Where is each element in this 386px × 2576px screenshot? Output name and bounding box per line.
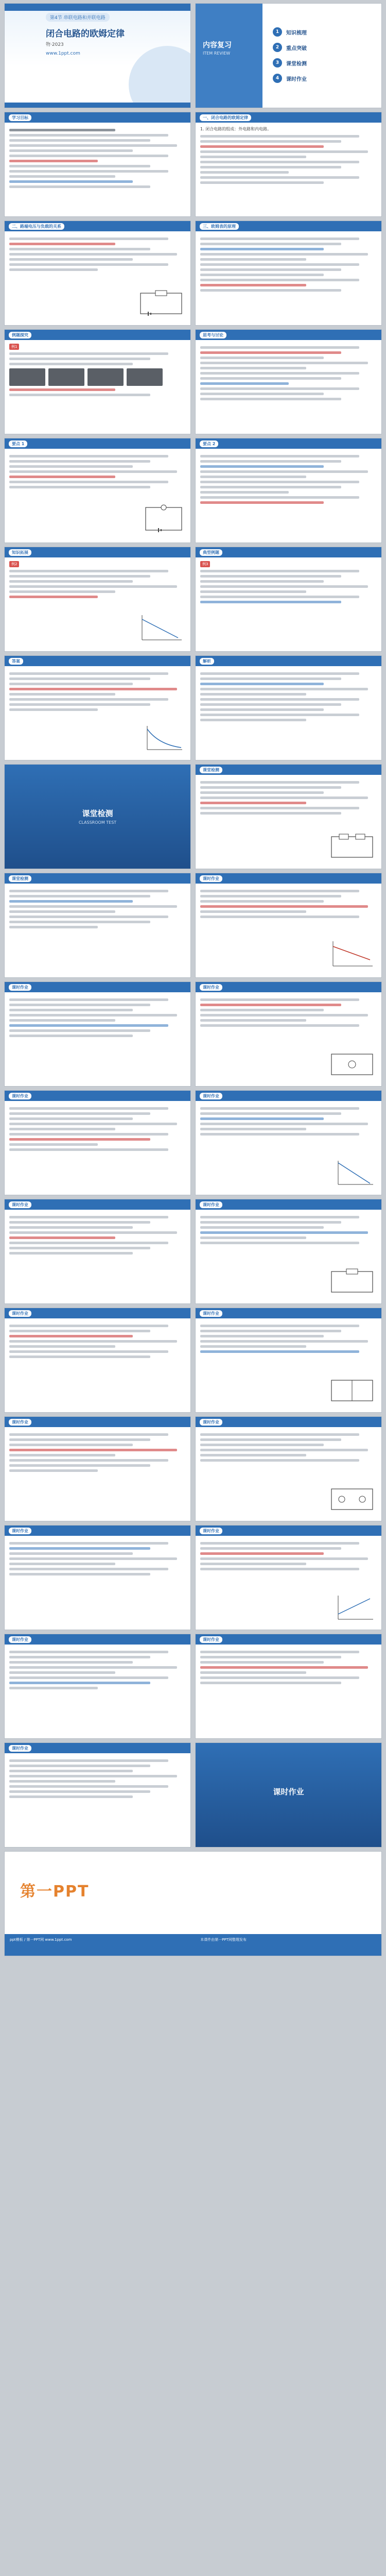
slide-practice-5[interactable] [195,1090,382,1195]
slide-header-tag: 典型例题 [200,549,222,556]
toc-side-sub: ITEM REVIEW [203,51,231,56]
slide-typical-example[interactable] [195,547,382,652]
slide-practice-10[interactable] [4,1416,191,1521]
slide-practice-14[interactable] [4,1634,191,1739]
circuit-diagram-icon [329,833,375,861]
slide-header-tag: 课时作业 [9,984,31,991]
cover-title: 闭合电路的欧姆定律 [46,29,125,39]
cover-url[interactable]: www.1ppt.com [46,51,80,56]
brand-logo [20,1878,89,1901]
slide-text: 1. 闭合电路的组成：外电路和内电路。 [200,127,272,131]
section-subtitle: CLASSROOM TEST [78,820,117,825]
slide-header-tag: 课时作业 [200,1419,222,1426]
slide-header-tag: 课时作业 [200,1310,222,1317]
toc-item[interactable] [273,58,307,67]
slide-test-2[interactable] [4,873,191,978]
slide-header-tag: 课时作业 [9,1310,31,1317]
slide-header-tag: 课时作业 [200,1636,222,1643]
slide-header [196,438,381,449]
toc-list [273,27,307,89]
slide-header-tag: 思考与讨论 [200,332,226,338]
slide-header [5,982,190,992]
toc-item-label: 知识梳理 [286,30,307,36]
section-title: 课时作业 [273,1787,304,1797]
slide-header [5,1526,190,1536]
toc-item[interactable] [273,74,307,83]
photo-image [87,368,124,386]
slide-header [196,1091,381,1101]
slide-practice-16[interactable] [4,1742,191,1848]
toc-item-number: 2 [273,43,282,52]
slide-header-tag: 课时作业 [9,1093,31,1099]
slide-header-tag: 课时作业 [200,1093,222,1099]
toc-item-number: 3 [273,58,282,67]
toc-side-title: 内容复习 [203,41,232,49]
slide-example-1[interactable] [4,329,191,434]
photo-image [48,368,84,386]
slide-header [5,547,190,557]
slide-header [5,1308,190,1318]
cover-topbar [5,4,190,11]
slide-terminal-voltage[interactable] [4,221,191,326]
slide-header [196,656,381,666]
slide-header-tag: 课堂检测 [9,875,31,882]
slide-objectives[interactable] [4,112,191,217]
slide-cover[interactable] [4,3,191,108]
toc-item[interactable] [273,27,307,37]
slide-key-point-2[interactable] [195,438,382,543]
slide-practice-11[interactable] [195,1416,382,1521]
slide-practice-4[interactable] [4,1090,191,1195]
example-badge: 例3 [200,561,210,567]
footer-left-text: ppt模板 / 第一PPT网 www.1ppt.com [10,1938,72,1942]
slide-practice-8[interactable] [4,1308,191,1413]
slide-header [5,1091,190,1101]
slide-practice-1[interactable] [195,873,382,978]
slide-header [196,982,381,992]
graph-icon [143,724,184,753]
slide-practice-15[interactable] [195,1634,382,1739]
cover-author: 物·2023 [46,42,64,47]
slide-header [5,1743,190,1753]
slide-header-tag: 解析 [200,658,214,665]
slide-header-tag: 一、闭合电路的欧姆定律 [200,114,251,121]
photo-image [127,368,163,386]
toc-sidebar [196,4,262,108]
slide-header [196,112,381,123]
slide-practice-9[interactable] [195,1308,382,1413]
slide-header-tag: 三、欧姆表的原理 [200,223,239,230]
slide-header-tag: 课时作业 [9,1201,31,1208]
slide-extension[interactable] [4,547,191,652]
circuit-diagram-icon [143,504,184,535]
slide-practice-6[interactable] [4,1199,191,1304]
slide-header [5,656,190,666]
cover-tagline: 第4节 串联电路和并联电路 [46,13,110,22]
cover-decoration [129,46,191,108]
slide-practice-7[interactable] [195,1199,382,1304]
slide-header-tag: 知识拓展 [9,549,31,556]
toc-item-number: 4 [273,74,282,83]
toc-item-label: 课堂检测 [286,61,307,67]
slide-header [196,1634,381,1645]
slide-header-tag: 答案 [9,658,23,665]
graph-icon [329,939,375,970]
end-footer [5,1934,381,1956]
slide-header [5,112,190,123]
graph-icon [334,1159,375,1188]
slide-header-tag: 课时作业 [9,1419,31,1426]
slide-end-logo[interactable] [4,1851,382,1956]
slide-header [196,330,381,340]
photo-row [9,368,186,386]
slide-header [5,873,190,884]
slide-discussion[interactable] [195,329,382,434]
section-title: 课堂检测 [82,809,113,818]
slide-header-tag: 课时作业 [200,875,222,882]
slide-answer[interactable] [4,655,191,760]
slide-header [5,1417,190,1427]
slide-header [5,1634,190,1645]
slide-header [196,221,381,231]
slide-header [196,873,381,884]
logo-text-right: PPT [53,1883,90,1901]
slide-test-1[interactable] [195,764,382,869]
slide-header-tag: 课时作业 [200,1201,222,1208]
slide-header-tag: 课堂检测 [200,767,222,773]
circuit-diagram-icon [329,1485,375,1514]
slide-header-tag: 要点 2 [200,440,218,447]
slide-header [5,330,190,340]
slide-section-classroom-test[interactable] [4,764,191,869]
slide-header-tag: 课时作业 [9,1745,31,1752]
slide-header-tag: 学习目标 [9,114,31,121]
slide-header-tag: 课时作业 [9,1528,31,1534]
slide-header [196,1526,381,1536]
example-badge: 例1 [9,344,19,350]
toc-item-label: 课时作业 [286,76,307,82]
slide-header [196,1199,381,1210]
slide-header [196,765,381,775]
slide-practice-12[interactable] [4,1525,191,1630]
slide-practice-2[interactable] [4,981,191,1087]
slide-header [196,1308,381,1318]
slide-header [196,1417,381,1427]
slide-header-tag: 课时作业 [200,984,222,991]
toc-item[interactable] [273,43,307,52]
slide-header [196,547,381,557]
toc-item-label: 重点突破 [286,45,307,52]
slide-toc[interactable] [195,3,382,108]
slide-header-tag: 二、路端电压与负载的关系 [9,223,64,230]
slide-header [5,221,190,231]
slide-header [5,1199,190,1210]
slide-section-practice[interactable] [195,1742,382,1848]
slide-ohmmeter[interactable] [195,221,382,326]
circuit-diagram-icon [138,289,184,318]
slide-header-tag: 要点 1 [9,440,27,447]
example-badge: 例2 [9,561,19,567]
logo-text-left: 第一 [20,1883,53,1901]
photo-image [9,368,45,386]
slide-analysis[interactable] [195,655,382,760]
slide-header-tag: 课时作业 [9,1636,31,1643]
slide-ohms-law[interactable] [195,112,382,217]
slide-header-tag: 例题探究 [9,332,31,338]
circuit-diagram-icon [329,1050,375,1079]
cover-bottombar [5,103,190,108]
circuit-diagram-icon [329,1267,375,1296]
toc-item-number: 1 [273,27,282,37]
slide-grid [0,3,386,1956]
slide-practice-13[interactable] [195,1525,382,1630]
circuit-diagram-icon [329,1376,375,1405]
graph-icon [334,1594,375,1622]
graph-icon [138,613,184,644]
slide-header-tag: 课时作业 [200,1528,222,1534]
slide-key-point-1[interactable] [4,438,191,543]
slide-practice-3[interactable] [195,981,382,1087]
footer-right-text: 本课件由第一PPT网整理发布 [200,1938,247,1942]
slide-header [5,438,190,449]
